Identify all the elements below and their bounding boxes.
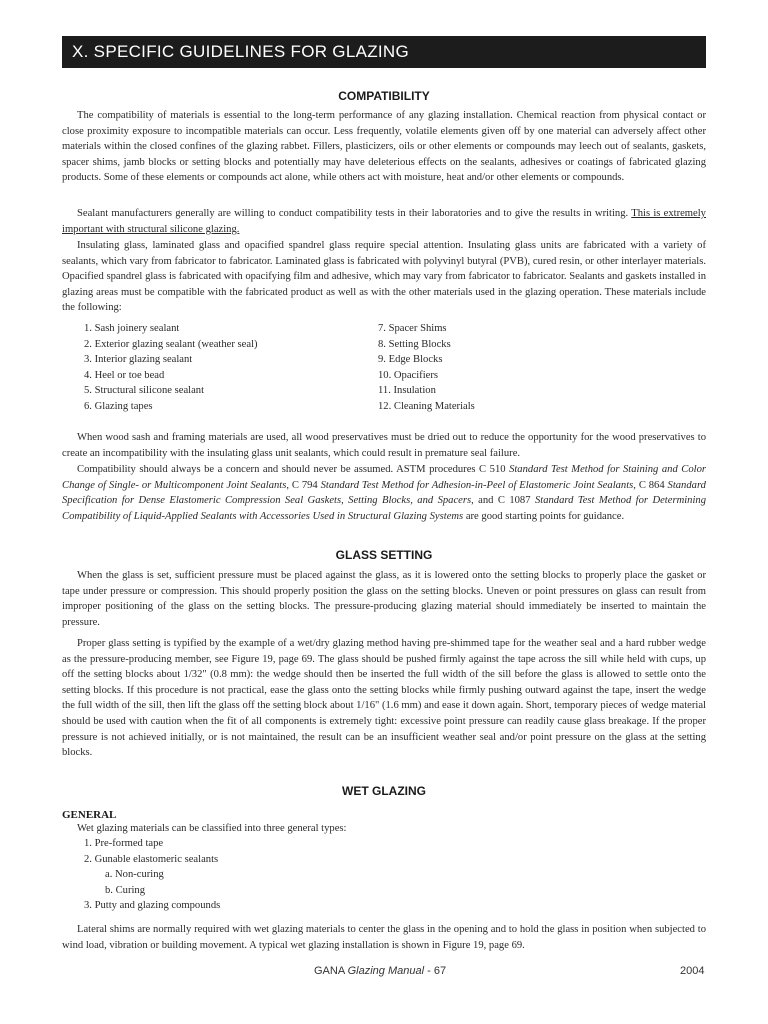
astm-c794-title: Standard Test Method for Adhesion-in-Peel of Elastomeric Joint Sealants — [320, 479, 634, 491]
wet-glazing-subheading: GENERAL — [62, 809, 117, 821]
p5-text: , C 794 — [286, 479, 321, 491]
astm-c1087-title: Standard Test Method for Determining Compatibility of Liquid-Applied Sealants with Accessories Used in Structural Glazing Systems — [62, 495, 706, 522]
glass-setting-paragraph-2: Proper glass setting is typified by the example of a wet/dry glazing method having pre-shimmed tape for the weather seal and a hard rubber wedge as the pressure-producing member, see Figure 19, page 69. The glass should be pushed firmly against the tape across the sill while held with cups, up off the setting blocks about 1/32" (0.8 mm): the wedge should then be inserted the full width of the sill before the glass is allowed to settle onto the setting blocks. If this procedure is not practical, ease the glass onto the setting blocks while firmly pushing outward against the tape, insert the wedge the full width of the sill, then lift the glass off the setting block about 1/16" (1.6 mm) and ease it down again. Short, temporary pieces of wedge material should be used with caution when the fit of all components is extremely tight: excessive point pressure can readily cause glass breakage. If the proper pressure is not achieved initially, or is not maintained, the result can be an insufficient weather seal and/or point pressure on the glass at the setting blocks. — [62, 638, 706, 759]
section-title: X. SPECIFIC GUIDELINES FOR GLAZING — [72, 42, 410, 61]
compatibility-p2-wrap — [62, 206, 706, 237]
compatibility-paragraph-4: When wood sash and framing materials are used, all wood preservatives must be dried out to reduce the opportunity for the wood preservatives to create an incompatibility with the insulating glass unit sealants, which could result in premature seal failure. — [62, 432, 706, 459]
list-item: 3. Interior glazing sealant — [84, 354, 193, 365]
glass-setting-heading-wrap — [62, 548, 706, 562]
list-item: 8. Setting Blocks — [378, 338, 451, 350]
compatibility-heading: COMPATIBILITY — [338, 89, 430, 103]
p5-text: Compatibility should always be a concern and should never be assumed. ASTM procedures C 510 — [77, 464, 510, 475]
footer-page-number: - 67 — [424, 965, 447, 977]
wet-glazing-last-wrap — [62, 922, 706, 953]
compatibility-p3-wrap — [62, 238, 706, 316]
wet-glazing-intro-wrap — [62, 821, 706, 837]
wet-glazing-types-list — [84, 836, 220, 914]
wet-glazing-heading-wrap — [62, 784, 706, 798]
astm-c864-title: Standard Specification for Dense Elastomeric Compression Seal Gaskets, Setting Blocks, and Spacers — [62, 479, 706, 507]
compatibility-paragraph-3: Insulating glass, laminated glass and opacified spandrel glass require special attention. Insulating glass units are fabricated with a variety of sealants, which vary from fabricator to fabricator. Laminated glass is fabricated with polyvinyl butyral (PVB), cured resin, or other interlayer materials. Opacified spandrel glass is fabricated with opacifying film and adhesive, which may vary from fabricator to fabricator. Sealants and gaskets installed in glazing areas must be compatible with the fabricated product as well as with the other materials used in the glazing operation. These materials include the following: — [62, 240, 706, 314]
footer-title: Glazing Manual — [347, 965, 425, 977]
list-item: 9. Edge Blocks — [378, 354, 443, 365]
p5-text: , and C 1087 — [471, 495, 535, 507]
compatibility-p5-wrap — [62, 462, 706, 524]
footer-org: GANA — [314, 965, 348, 977]
page — [62, 0, 706, 1024]
p5-text: , C 864 — [633, 479, 668, 491]
list-item: b. Curing — [105, 884, 146, 896]
footer-year: 2004 — [680, 965, 705, 977]
wet-glazing-heading: WET GLAZING — [342, 784, 426, 798]
materials-list-left — [84, 321, 258, 414]
list-item: 2. Exterior glazing sealant (weather seal) — [84, 338, 258, 350]
glass-setting-heading: GLASS SETTING — [335, 548, 433, 562]
wet-glazing-intro: Wet glazing materials can be classified into three general types: — [77, 823, 347, 834]
list-item: 6. Glazing tapes — [84, 400, 153, 412]
list-item: 12. Cleaning Materials — [378, 400, 475, 412]
materials-list-right — [378, 321, 475, 414]
glass-setting-p1-wrap — [62, 568, 706, 630]
list-item: 7. Spacer Shims — [378, 323, 447, 334]
compatibility-p2-text: Sealant manufacturers generally are willing to conduct compatibility tests in their laboratories and to give the results in writing. — [77, 208, 629, 219]
compatibility-paragraph-2 — [62, 206, 706, 237]
list-item: 10. Opacifiers — [378, 369, 439, 381]
compatibility-heading-wrap — [62, 89, 706, 103]
list-item: 11. Insulation — [378, 385, 436, 396]
list-item: 4. Heel or toe bead — [84, 369, 165, 381]
list-item: a. Non-curing — [105, 869, 164, 880]
compatibility-paragraph-5 — [62, 462, 706, 524]
section-title-banner — [62, 36, 706, 68]
page-footer — [314, 965, 446, 977]
p5-text: are good starting points for guidance. — [463, 510, 625, 522]
astm-c510-title: Standard Test Method for Staining and Color Change of Single- or Multicomponent Joint Sealants — [62, 464, 706, 491]
compatibility-p1-wrap — [62, 108, 706, 186]
list-item: 5. Structural silicone sealant — [84, 385, 205, 396]
glass-setting-p2-wrap — [62, 636, 706, 761]
compatibility-p2-underlined: This is extremely important with structural silicone glazing. — [62, 208, 706, 235]
list-item: 1. Sash joinery sealant — [84, 323, 180, 334]
list-item: 3. Putty and glazing compounds — [84, 900, 221, 911]
glass-setting-paragraph-1: When the glass is set, sufficient pressure must be placed against the glass, as it is lowered onto the setting blocks to properly place the gasket or tape under pressure or compression. This should properly position the glass on the setting blocks. Uneven or point pressures on glass can result from improper positioning of the glass on the setting blocks. The pressure-producing glazing material should immediately be inserted to maintain the pressure. — [62, 570, 706, 628]
list-item: 2. Gunable elastomeric sealants — [84, 853, 219, 865]
list-item: 1. Pre-formed tape — [84, 838, 164, 849]
wet-glazing-paragraph: Lateral shims are normally required with wet glazing materials to center the glass in the opening and to hold the glass in position when subjected to wind load, vibration or building movement. A typical wet glazing installation is shown in Figure 19, page 69. — [62, 924, 706, 951]
compatibility-p4-wrap — [62, 430, 706, 461]
compatibility-paragraph-1: The compatibility of materials is essential to the long-term performance of any glazing installation. Chemical reaction from physical contact or close proximity exposure to incompatible materials can occur. Less frequently, volatile elements given off by one material can adversely affect other materials within the closed confines of the glazing rabbet. Fillers, plasticizers, oils or other elements or compounds may leech out of sealants, gaskets, spacer shims, jamb blocks or setting blocks and potentially may have deleterious effects on the sealants, adhesives or coatings of fabricated glazing products. Some of these elements or compounds act alone, while others act with moisture, heat and/or other elements or compounds. — [62, 110, 706, 184]
